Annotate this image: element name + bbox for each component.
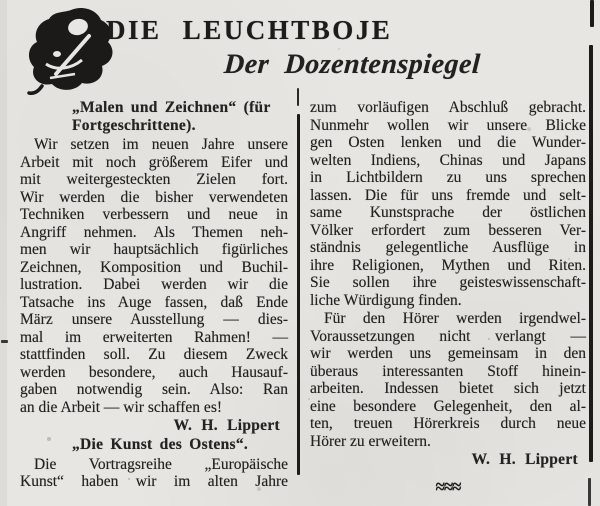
text-line: Kunst“ haben wir im alten Jahre	[20, 473, 288, 490]
masthead-title: DIE LEUCHTBOJE	[106, 15, 393, 45]
column-divider-rule	[297, 114, 300, 475]
paper-speckles	[8, 8, 10, 10]
text-line: Zeichnen, Komposition und Buchil-	[20, 258, 288, 276]
right-edge-rule	[589, 45, 593, 462]
text-line: in Lichtbildern zu uns sprechen	[310, 169, 586, 186]
article-column-right	[310, 99, 586, 496]
text-line: lustration. Dabei werden wir die	[20, 276, 288, 293]
text-line: Tatsache ins Auge fassen, daß Ende	[20, 293, 288, 311]
article-heading	[20, 436, 288, 454]
text-line: überaus interessanten Stoff hinein-	[310, 362, 586, 380]
scan-edge-shading	[0, 0, 7, 506]
text-line: März unsere Ausstellung — dies-	[20, 311, 288, 328]
text-line: stattfinden soll. Zu diesem Zweck	[20, 346, 288, 363]
text-line: „Die Kunst des Ostens“.	[72, 436, 249, 453]
text-line: Wir setzen im neuen Jahre unsere	[34, 136, 288, 153]
text-line: Sie sollen ihre geisteswissenschaft-	[310, 274, 586, 291]
text-line: lassen. Die für uns fremde und selt-	[310, 186, 586, 204]
text-line: „Malen und Zeichnen“ (für	[72, 99, 271, 116]
right-edge-rule	[590, 0, 594, 27]
article-heading	[20, 99, 288, 134]
text-line: zum vorläufigen Abschluß gebracht.	[310, 99, 586, 116]
text-line: Nunmehr wollen wir unsere Blicke	[310, 116, 586, 134]
text-line: arbeiten. Indessen bietet sich jetzt	[310, 380, 586, 397]
article-paragraph	[20, 136, 288, 416]
text-line: an die Arbeit — wir schaffen es!	[20, 398, 223, 416]
text-line: Angriff nehmen. Als Themen neh-	[20, 223, 288, 241]
end-ornament: ≈≈≈	[435, 475, 461, 498]
text-line: ständnis gelegentliche Ausflüge in	[310, 239, 586, 256]
text-line: welten Indiens, Chinas und Japans	[310, 151, 586, 169]
article-paragraph	[310, 99, 586, 309]
article-paragraph	[310, 310, 586, 450]
text-line: Wir werden die bisher verwendeten	[20, 188, 288, 206]
text-line: wir werden uns gemeinsam in den	[310, 345, 586, 362]
article-paragraph	[20, 456, 288, 491]
text-line: same Kunstsprache der östlichen	[310, 204, 586, 221]
article-byline: W. H. Lippert	[173, 417, 280, 434]
article-byline: W. H. Lippert	[471, 451, 578, 468]
text-line: Fortgeschrittene).	[72, 116, 196, 134]
article-column-left	[20, 99, 288, 492]
right-edge-rule	[588, 478, 591, 506]
text-line: gaben notwendig sein. Also: Ran	[20, 381, 288, 398]
text-line: Die Vortragsreihe „Europäische	[34, 455, 288, 473]
text-line: men wir hauptsächlich figürliches	[20, 241, 288, 258]
text-line: ten, treuen Hörerkreis durch neue	[310, 415, 586, 432]
text-line: Für den Hörer werden irgendwel-	[324, 310, 586, 327]
text-line: liche Würdigung finden.	[310, 291, 462, 309]
text-line: ihre Religionen, Mythen und Riten.	[310, 256, 586, 274]
text-line: mal im erweiterten Rahmen! —	[20, 328, 288, 346]
text-line: eine besondere Gelegenheit, den al-	[310, 397, 586, 415]
text-line: gen Osten lenken und die Wunder-	[310, 134, 586, 151]
text-line: Arbeit mit noch größerem Eifer und	[20, 153, 288, 171]
masthead-subtitle: Der Dozentenspiegel	[222, 49, 482, 80]
text-line: Techniken verbessern und neue in	[20, 206, 288, 223]
text-line: Voraussetzungen nicht verlangt —	[310, 327, 586, 345]
text-line: Völker erfordert zum besseren Ver-	[310, 221, 586, 239]
text-line: Hörer zu erweitern.	[310, 432, 431, 450]
text-line: mit weitergesteckten Zielen fort.	[20, 171, 288, 188]
text-line: werden besondere, auch Hausauf-	[20, 363, 288, 381]
column-divider-rule	[297, 88, 299, 106]
